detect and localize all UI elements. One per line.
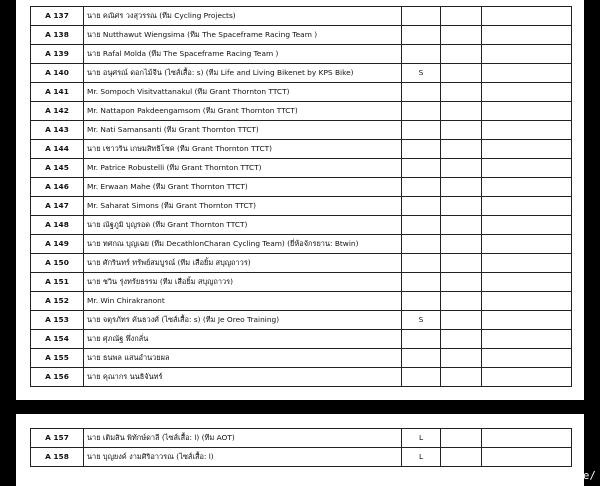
shirt-size xyxy=(402,121,441,140)
empty-cell xyxy=(441,102,482,121)
participant-id: A 149 xyxy=(31,235,84,254)
participant-name: นาย ชวิน รุ่งทรัยธรรม (ทีม เสือยิ้ม สบุญถาวร) xyxy=(84,273,402,292)
participant-id: A 153 xyxy=(31,311,84,330)
participant-id: A 144 xyxy=(31,140,84,159)
table-row xyxy=(31,273,572,292)
empty-cell xyxy=(482,140,572,159)
shirt-size xyxy=(402,273,441,292)
participant-id: A 138 xyxy=(31,26,84,45)
table-row xyxy=(31,64,572,83)
table-row xyxy=(31,448,572,467)
table-row xyxy=(31,45,572,64)
empty-cell xyxy=(441,45,482,64)
empty-cell xyxy=(482,311,572,330)
shirt-size xyxy=(402,349,441,368)
table-row xyxy=(31,102,572,121)
shirt-size: S xyxy=(402,64,441,83)
table-row xyxy=(31,311,572,330)
empty-cell xyxy=(441,26,482,45)
table-row xyxy=(31,140,572,159)
shirt-size xyxy=(402,178,441,197)
participant-name: Mr. Nattapon Pakdeengamsom (ทีม Grant Thornton TTCT) xyxy=(84,102,402,121)
participant-id: A 154 xyxy=(31,330,84,349)
table-row xyxy=(31,429,572,448)
empty-cell xyxy=(482,292,572,311)
table-row xyxy=(31,159,572,178)
empty-cell xyxy=(482,368,572,387)
empty-cell xyxy=(441,140,482,159)
participant-table-top xyxy=(30,6,572,387)
table-row xyxy=(31,235,572,254)
empty-cell xyxy=(482,216,572,235)
participant-name: Mr. Patrice Robustelli (ทีม Grant Thornton TTCT) xyxy=(84,159,402,178)
participant-id: A 148 xyxy=(31,216,84,235)
participant-table-bottom xyxy=(30,428,572,467)
empty-cell xyxy=(482,235,572,254)
shirt-size: L xyxy=(402,429,441,448)
empty-cell xyxy=(441,64,482,83)
participant-name: นาย อนุศรณ์ ดอกไม้จีน (ไซส์เสื้อ: s) (ทีม Life and Living Bikenet by KPS Bike) xyxy=(84,64,402,83)
table-row xyxy=(31,26,572,45)
empty-cell xyxy=(482,45,572,64)
empty-cell xyxy=(482,102,572,121)
participant-id: A 147 xyxy=(31,197,84,216)
participant-id: A 145 xyxy=(31,159,84,178)
participant-id: A 156 xyxy=(31,368,84,387)
table-row xyxy=(31,254,572,273)
empty-cell xyxy=(441,197,482,216)
empty-cell xyxy=(482,159,572,178)
shirt-size: S xyxy=(402,311,441,330)
empty-cell xyxy=(482,121,572,140)
participant-id: A 139 xyxy=(31,45,84,64)
table-row xyxy=(31,292,572,311)
participant-id: A 137 xyxy=(31,7,84,26)
participant-name: นาย Nutthawut Wiengsima (ทีม The Spaceframe Racing Team ) xyxy=(84,26,402,45)
empty-cell xyxy=(441,330,482,349)
empty-cell xyxy=(482,448,572,467)
shirt-size xyxy=(402,216,441,235)
table-row xyxy=(31,349,572,368)
empty-cell xyxy=(441,83,482,102)
watermark-text: [1080x841] https://upic.me/ xyxy=(419,470,596,482)
participant-name: นาย ศักรินทร์ ทรัพย์สมบูรณ์ (ทีม เสือยิ้ม สบุญถาวร) xyxy=(84,254,402,273)
empty-cell xyxy=(441,448,482,467)
empty-cell xyxy=(441,7,482,26)
table-row xyxy=(31,330,572,349)
shirt-size xyxy=(402,235,441,254)
empty-cell xyxy=(441,235,482,254)
shirt-size xyxy=(402,45,441,64)
empty-cell xyxy=(441,368,482,387)
participant-name: นาย เชาวริน เกษมสิทธิโชค (ทีม Grant Thornton TTCT) xyxy=(84,140,402,159)
participant-name: นาย เติมสิน พิทักษ์ดาลี (ไซส์เสื้อ: l) (ทีม AOT) xyxy=(84,429,402,448)
table-row xyxy=(31,216,572,235)
empty-cell xyxy=(482,178,572,197)
empty-cell xyxy=(482,26,572,45)
empty-cell xyxy=(482,197,572,216)
empty-cell xyxy=(482,429,572,448)
participant-name: นาย คุณากร นนธิจันทร์ xyxy=(84,368,402,387)
participant-id: A 143 xyxy=(31,121,84,140)
empty-cell xyxy=(482,330,572,349)
empty-cell xyxy=(441,349,482,368)
empty-cell xyxy=(482,83,572,102)
table-row xyxy=(31,178,572,197)
participant-id: A 158 xyxy=(31,448,84,467)
table-row xyxy=(31,121,572,140)
shirt-size xyxy=(402,26,441,45)
empty-cell xyxy=(441,311,482,330)
page-sheet-top xyxy=(16,0,584,400)
table-row xyxy=(31,7,572,26)
participant-id: A 150 xyxy=(31,254,84,273)
empty-cell xyxy=(441,254,482,273)
empty-cell xyxy=(482,254,572,273)
participant-id: A 142 xyxy=(31,102,84,121)
empty-cell xyxy=(441,159,482,178)
participant-id: A 157 xyxy=(31,429,84,448)
table-row xyxy=(31,368,572,387)
shirt-size xyxy=(402,254,441,273)
participant-id: A 152 xyxy=(31,292,84,311)
participant-name: Mr. Nati Samansanti (ทีม Grant Thornton TTCT) xyxy=(84,121,402,140)
participant-name: Mr. Win Chirakranont xyxy=(84,292,402,311)
participant-id: A 151 xyxy=(31,273,84,292)
shirt-size xyxy=(402,368,441,387)
table-row xyxy=(31,197,572,216)
shirt-size xyxy=(402,7,441,26)
shirt-size xyxy=(402,159,441,178)
empty-cell xyxy=(441,273,482,292)
participant-name: นาย ธนพล แสนอำนวยผล xyxy=(84,349,402,368)
participant-name: นาย คณิศร วงสุวรรณ (ทีม Cycling Projects) xyxy=(84,7,402,26)
participant-name: นาย Rafal Molda (ทีม The Spaceframe Racing Team ) xyxy=(84,45,402,64)
participant-id: A 141 xyxy=(31,83,84,102)
empty-cell xyxy=(441,292,482,311)
participant-id: A 140 xyxy=(31,64,84,83)
empty-cell xyxy=(441,121,482,140)
shirt-size xyxy=(402,330,441,349)
participant-name: Mr. Saharat Simons (ทีม Grant Thornton TTCT) xyxy=(84,197,402,216)
shirt-size: L xyxy=(402,448,441,467)
empty-cell xyxy=(482,349,572,368)
shirt-size xyxy=(402,292,441,311)
empty-cell xyxy=(482,64,572,83)
shirt-size xyxy=(402,197,441,216)
participant-name: นาย ณัฐภูมิ บุญรอด (ทีม Grant Thornton TTCT) xyxy=(84,216,402,235)
participant-name: Mr. Erwaan Mahe (ทีม Grant Thornton TTCT) xyxy=(84,178,402,197)
participant-name: นาย บุญยงค์ งามศิริอาวรณ (ไซส์เสื้อ: l) xyxy=(84,448,402,467)
participant-name: นาย ศุภณัฐ พึ่งกลั่น xyxy=(84,330,402,349)
participant-id: A 155 xyxy=(31,349,84,368)
table-row xyxy=(31,83,572,102)
empty-cell xyxy=(482,273,572,292)
participant-id: A 146 xyxy=(31,178,84,197)
participant-name: Mr. Sompoch Visitvattanakul (ทีม Grant Thornton TTCT) xyxy=(84,83,402,102)
empty-cell xyxy=(441,216,482,235)
empty-cell xyxy=(441,429,482,448)
participant-name: นาย จตุรภัทร คันธวงศ์ (ไซส์เสื้อ: s) (ทีม Je Oreo Training) xyxy=(84,311,402,330)
shirt-size xyxy=(402,140,441,159)
participant-name: นาย ทศกณ บุญเฉย (ทีม DecathlonCharan Cycling Team) (ยี่ห้อจักรยาน: Btwin) xyxy=(84,235,402,254)
shirt-size xyxy=(402,83,441,102)
empty-cell xyxy=(482,7,572,26)
empty-cell xyxy=(441,178,482,197)
shirt-size xyxy=(402,102,441,121)
